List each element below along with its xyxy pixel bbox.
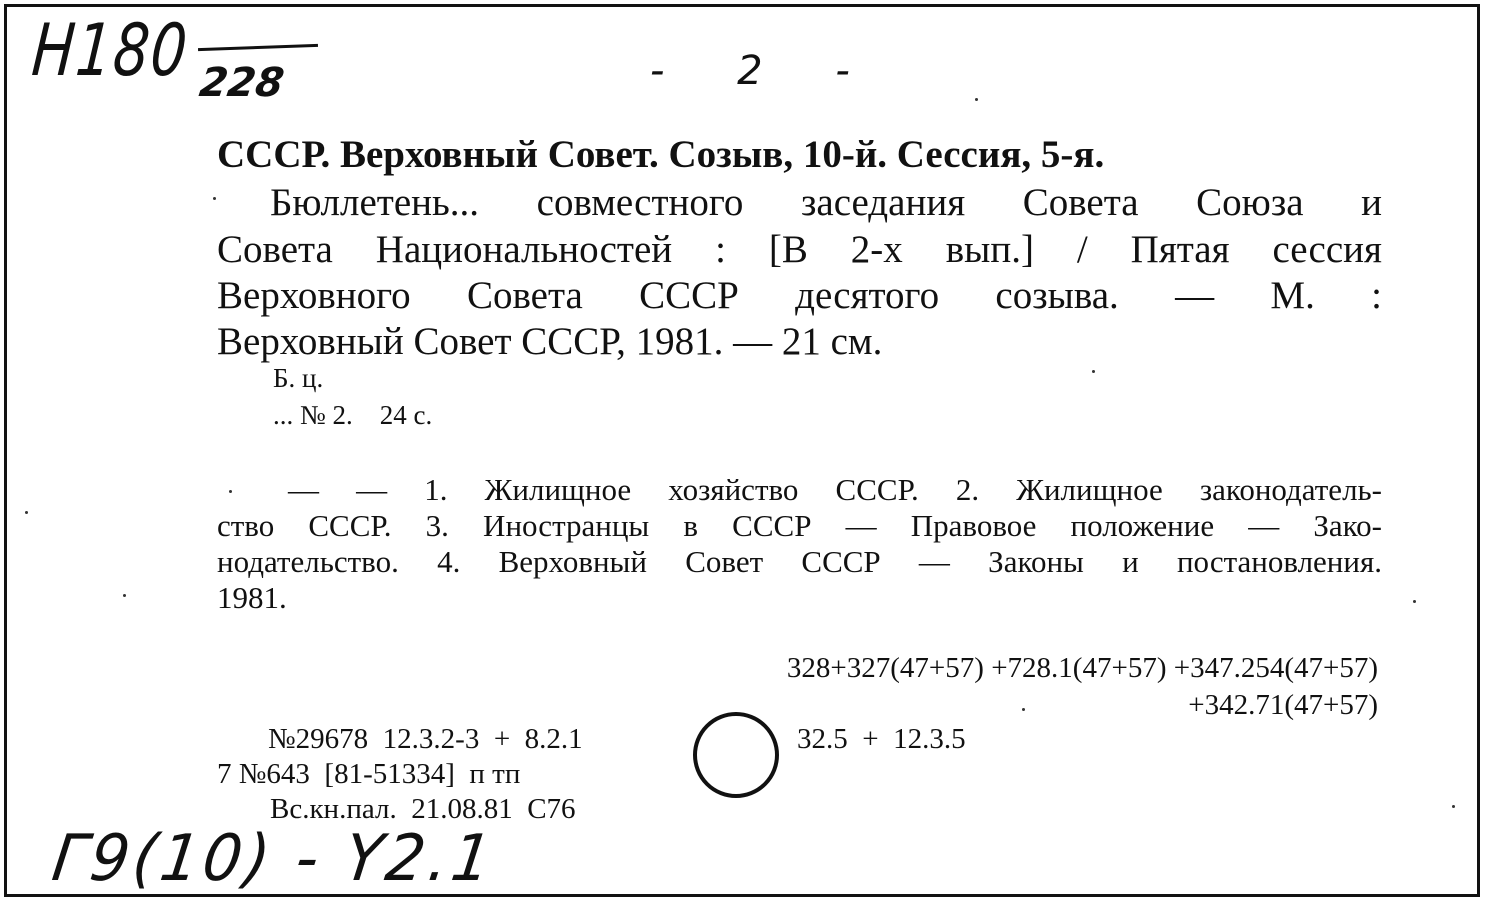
title-line-3: Верховного Совета СССР десятого созыва. — М. :: [217, 274, 1382, 317]
handwritten-shelfmark: H180: [29, 8, 192, 92]
handwritten-page-number: - 2 -: [650, 48, 880, 94]
subject-line-3: нодательство. 4. Верховный Совет СССР — Законы и постановления.: [217, 544, 1382, 579]
scan-dot: [229, 490, 232, 493]
card-heading: СССР. Верховный Совет. Созыв, 10-й. Сессия, 5-я.: [217, 133, 1105, 176]
record-number: №29678 12.3.2-3 + 8.2.1: [268, 723, 583, 755]
subject-line-1: — — 1. Жилищное хозяйство СССР. 2. Жилищное законодатель-: [288, 472, 1382, 507]
scan-dot: [123, 594, 126, 597]
stamp-circle: [693, 712, 779, 798]
record-codes-right: 32.5 + 12.3.5: [797, 723, 966, 755]
handwritten-shelfmark-sub: 228: [196, 60, 287, 106]
subject-line-2: ство СССР. 3. Иностранцы в СССР — Правовое положение — Зако-: [217, 508, 1382, 543]
subject-line-4: 1981.: [217, 580, 287, 615]
scan-dot: [1413, 600, 1416, 603]
title-line-1: Бюллетень... совместного заседания Совета Союза и: [270, 181, 1382, 224]
classification-line-1: 328+327(47+57) +728.1(47+57) +347.254(47+57): [786, 652, 1378, 684]
order-line: 7 №643 [81-51334] п тп: [217, 758, 521, 790]
scan-dot: [1452, 805, 1455, 808]
price-note: Б. ц.: [273, 363, 324, 393]
classification-line-2: +342.71(47+57): [1188, 689, 1378, 721]
scan-dot: [25, 511, 28, 514]
chamber-line: Вс.кн.пал. 21.08.81 С76: [270, 793, 576, 825]
scan-dot: [1022, 708, 1025, 711]
issue-note: ... № 2. 24 с.: [273, 400, 433, 430]
title-line-2: Совета Национальностей : [В 2-х вып.] / Пятая сессия: [217, 228, 1382, 271]
scan-dot: [213, 197, 216, 200]
handwritten-bottom-code: Г9(10) - Y2.1: [48, 822, 500, 896]
title-line-4: Верховный Совет СССР, 1981. — 21 см.: [217, 320, 883, 363]
scan-dot: [1092, 370, 1095, 373]
scan-dot: [975, 98, 978, 101]
